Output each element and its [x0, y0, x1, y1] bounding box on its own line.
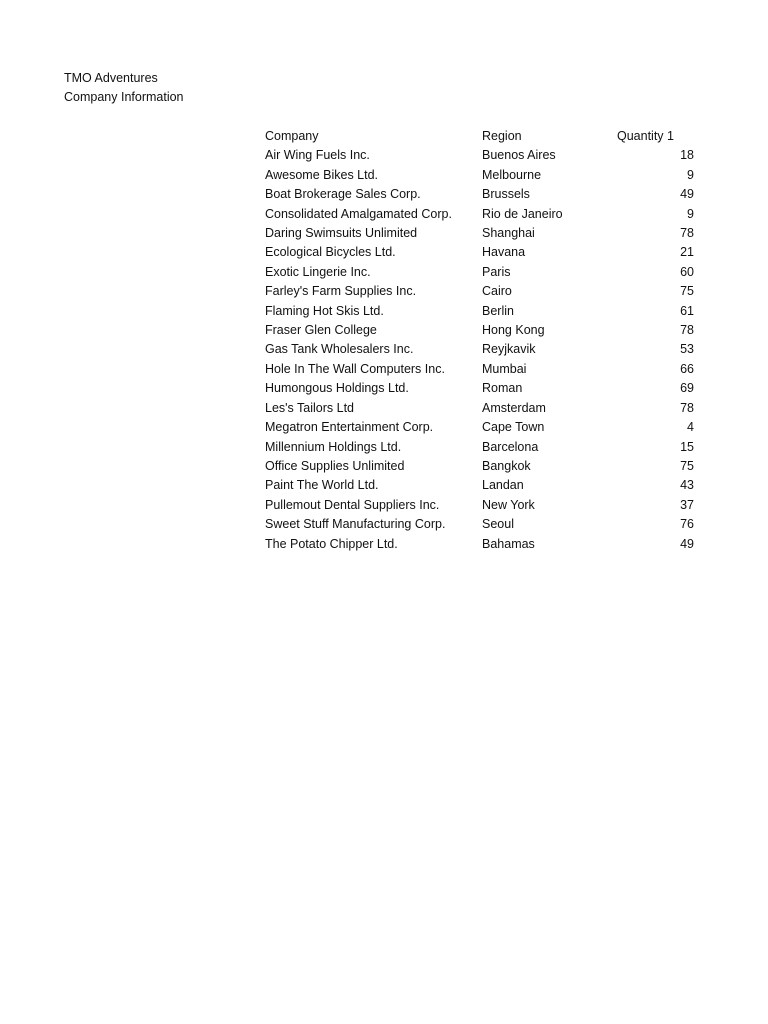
cell-company: Office Supplies Unlimited	[265, 458, 405, 473]
cell-region: Hong Kong	[482, 323, 545, 338]
table-row	[265, 457, 694, 476]
cell-company: Pullemout Dental Suppliers Inc.	[265, 497, 440, 512]
table-row	[265, 302, 694, 321]
table-row	[265, 379, 694, 398]
cell-quantity: 61	[680, 303, 694, 318]
cell-company: Gas Tank Wholesalers Inc.	[265, 342, 414, 357]
cell-quantity: 21	[680, 245, 694, 260]
table-row	[265, 185, 694, 204]
cell-region: Shanghai	[482, 226, 535, 241]
table-row	[265, 224, 694, 243]
cell-company: Megatron Entertainment Corp.	[265, 420, 434, 435]
cell-region: Mumbai	[482, 361, 527, 376]
cell-quantity: 15	[680, 439, 694, 454]
cell-region: Cape Town	[482, 420, 545, 435]
cell-region: Buenos Aires	[482, 148, 556, 163]
cell-company: The Potato Chipper Ltd.	[265, 536, 398, 551]
cell-company: Les's Tailors Ltd	[265, 400, 355, 415]
cell-quantity: 49	[680, 187, 694, 202]
table-row	[265, 535, 694, 554]
cell-quantity: 9	[687, 206, 694, 221]
table-row	[265, 418, 694, 437]
cell-quantity: 75	[680, 284, 694, 299]
cell-region: Bahamas	[482, 536, 535, 551]
cell-region: Seoul	[482, 517, 514, 532]
cell-company: Ecological Bicycles Ltd.	[265, 245, 396, 260]
cell-quantity: 49	[680, 536, 694, 551]
company-table	[265, 127, 694, 554]
cell-company: Flaming Hot Skis Ltd.	[265, 303, 384, 318]
cell-quantity: 37	[680, 497, 694, 512]
cell-region: Barcelona	[482, 439, 539, 454]
cell-quantity: 76	[680, 517, 694, 532]
cell-quantity: 78	[680, 400, 694, 415]
table-row	[265, 205, 694, 224]
cell-region: Rio de Janeiro	[482, 206, 563, 221]
cell-company: Hole In The Wall Computers Inc.	[265, 361, 445, 376]
cell-company: Consolidated Amalgamated Corp.	[265, 206, 452, 221]
cell-region: Bangkok	[482, 458, 531, 473]
table-row	[265, 340, 694, 359]
table-row	[265, 282, 694, 301]
cell-company: Humongous Holdings Ltd.	[265, 381, 409, 396]
cell-company: Sweet Stuff Manufacturing Corp.	[265, 517, 446, 532]
cell-region: Melbourne	[482, 167, 542, 182]
cell-quantity: 69	[680, 381, 694, 396]
table-row	[265, 263, 694, 282]
table-row	[265, 476, 694, 495]
document-subtitle: Company Information	[64, 90, 184, 105]
cell-company: Awesome Bikes Ltd.	[265, 167, 379, 182]
cell-quantity: 78	[680, 323, 694, 338]
cell-region: Havana	[482, 245, 526, 260]
cell-quantity: 9	[687, 167, 694, 182]
cell-quantity: 60	[680, 264, 694, 279]
table-row	[265, 166, 694, 185]
cell-quantity: 18	[680, 148, 694, 163]
cell-region: Cairo	[482, 284, 512, 299]
document-title: TMO Adventures	[64, 71, 158, 85]
cell-quantity: 4	[687, 420, 694, 435]
cell-quantity: 78	[680, 226, 694, 241]
cell-quantity: 53	[680, 342, 694, 357]
cell-company: Boat Brokerage Sales Corp.	[265, 187, 421, 202]
table-row	[265, 146, 694, 165]
cell-region: Brussels	[482, 187, 530, 202]
table-row	[265, 321, 694, 340]
header-quantity: Quantity 1	[617, 129, 674, 143]
cell-company: Farley's Farm Supplies Inc.	[265, 284, 417, 299]
cell-quantity: 43	[680, 478, 694, 493]
cell-company: Millennium Holdings Ltd.	[265, 439, 402, 454]
cell-region: Paris	[482, 264, 511, 279]
cell-quantity: 66	[680, 361, 694, 376]
cell-company: Daring Swimsuits Unlimited	[265, 226, 418, 241]
table-body	[265, 146, 694, 554]
header-region: Region	[482, 129, 522, 143]
cell-region: Berlin	[482, 303, 514, 318]
cell-quantity: 75	[680, 458, 694, 473]
table-row	[265, 360, 694, 379]
table-header-row	[265, 127, 694, 146]
header-company: Company	[265, 129, 319, 143]
table-row	[265, 496, 694, 515]
cell-company: Air Wing Fuels Inc.	[265, 148, 370, 163]
cell-region: New York	[482, 497, 535, 512]
cell-region: Amsterdam	[482, 400, 546, 415]
cell-region: Landan	[482, 478, 524, 493]
table-row	[265, 438, 694, 457]
table-row	[265, 243, 694, 262]
cell-company: Paint The World Ltd.	[265, 478, 379, 493]
table-row	[265, 515, 694, 534]
table-row	[265, 399, 694, 418]
cell-company: Fraser Glen College	[265, 323, 377, 338]
cell-region: Roman	[482, 381, 523, 396]
cell-region: Reyjkavik	[482, 342, 536, 357]
cell-company: Exotic Lingerie Inc.	[265, 264, 371, 279]
